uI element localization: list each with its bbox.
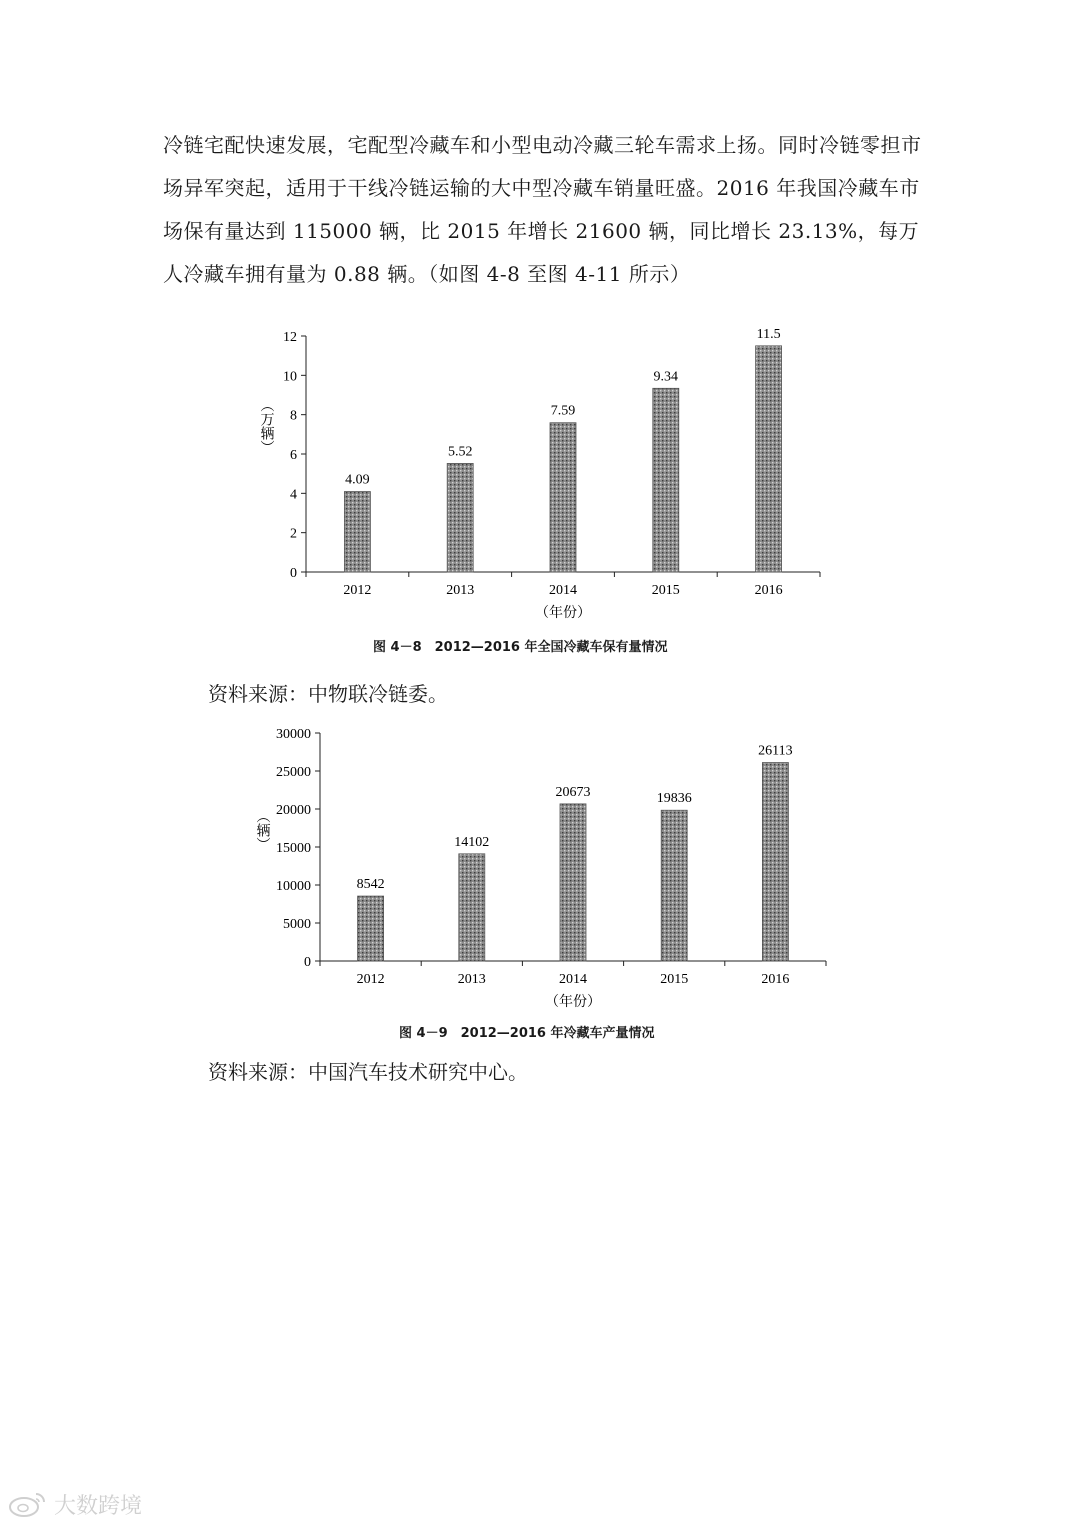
source-note-2: 资料来源：中国汽车技术研究中心。 [208, 1060, 528, 1084]
bar-2015 [661, 810, 687, 961]
watermark-text: 大数跨境 [54, 1493, 143, 1519]
data-label-2015: 9.34 [653, 369, 679, 385]
y-tick-label: 12 [283, 330, 297, 345]
x-tick-label-2012: 2012 [343, 583, 372, 598]
bar-2014 [550, 423, 576, 572]
y-tick-label: 8 [290, 408, 297, 424]
y-tick-label: 0 [304, 955, 311, 970]
figure-caption-4-9: 图 4－9 2012—2016 年冷藏车产量情况 [399, 1026, 655, 1041]
y-tick-label: 0 [290, 566, 297, 581]
y-tick-label: 30000 [276, 727, 311, 742]
y-tick-label: 25000 [276, 765, 311, 780]
x-tick-label-2014: 2014 [549, 583, 577, 598]
bar-2016 [762, 763, 788, 961]
bar-2013 [459, 854, 485, 961]
x-tick-label-2013: 2013 [457, 972, 486, 987]
bar-2016 [756, 346, 782, 572]
y-tick-label: 6 [290, 448, 297, 463]
bar-2013 [447, 463, 473, 572]
y-axis-title: （万辆） [258, 398, 274, 454]
y-tick-label: 10 [283, 369, 297, 385]
x-tick-label-2015: 2015 [660, 972, 689, 987]
watermark [8, 1488, 142, 1520]
data-label-2013: 5.52 [447, 444, 473, 460]
x-axis-title: （年份） [535, 606, 591, 621]
bar-2012 [358, 896, 384, 961]
data-label-2016: 11.5 [756, 326, 781, 342]
weibo-logo-icon [8, 1490, 48, 1518]
bar-2014 [560, 804, 586, 961]
x-tick-label-2015: 2015 [651, 583, 680, 598]
chart-cold-chain-vehicle-stock [0, 318, 1080, 628]
body-paragraph: 冷链宅配快速发展，宅配型冷藏车和小型电动冷藏三轮车需求上扬。同时冷链零担市场异军突起，适用于干线冷链运输的大中型冷藏车销量旺盛。2016 年我国冷藏车市场保有量达到 115000 辆，比 2015 年增长 21600 辆，同比增长 23.13%，每万人冷藏车拥有量为 0.88 辆。（如图 4-8 至图 4-11 所示） [163, 133, 922, 286]
x-tick-label-2016: 2016 [754, 583, 783, 598]
data-label-2016: 26113 [758, 743, 793, 759]
data-label-2015: 19836 [656, 791, 692, 807]
y-tick-label: 4 [290, 487, 297, 503]
data-label-2014: 7.59 [550, 403, 576, 419]
data-label-2013: 14102 [454, 834, 490, 850]
x-tick-label-2012: 2012 [356, 972, 385, 987]
y-tick-label: 5000 [283, 917, 311, 932]
figure-caption-4-8: 图 4－8 2012—2016 年全国冷藏车保有量情况 [373, 640, 668, 655]
x-tick-label-2013: 2013 [446, 583, 475, 598]
data-label-2012: 4.09 [345, 472, 370, 488]
data-label-2014: 20673 [555, 784, 591, 800]
bar-2015 [653, 388, 679, 572]
x-axis-title: （年份） [545, 995, 601, 1010]
y-tick-label: 20000 [276, 803, 311, 818]
data-label-2012: 8542 [356, 877, 385, 893]
y-tick-label: 10000 [276, 879, 311, 894]
x-tick-label-2014: 2014 [559, 972, 587, 987]
y-tick-label: 2 [290, 526, 297, 542]
y-axis-title: （辆） [254, 809, 270, 851]
bar-2012 [344, 492, 370, 572]
x-tick-label-2016: 2016 [761, 972, 790, 987]
chart-cold-chain-vehicle-production [0, 718, 1080, 1018]
source-note-1: 资料来源：中物联冷链委。 [208, 682, 448, 706]
y-tick-label: 15000 [276, 841, 311, 856]
